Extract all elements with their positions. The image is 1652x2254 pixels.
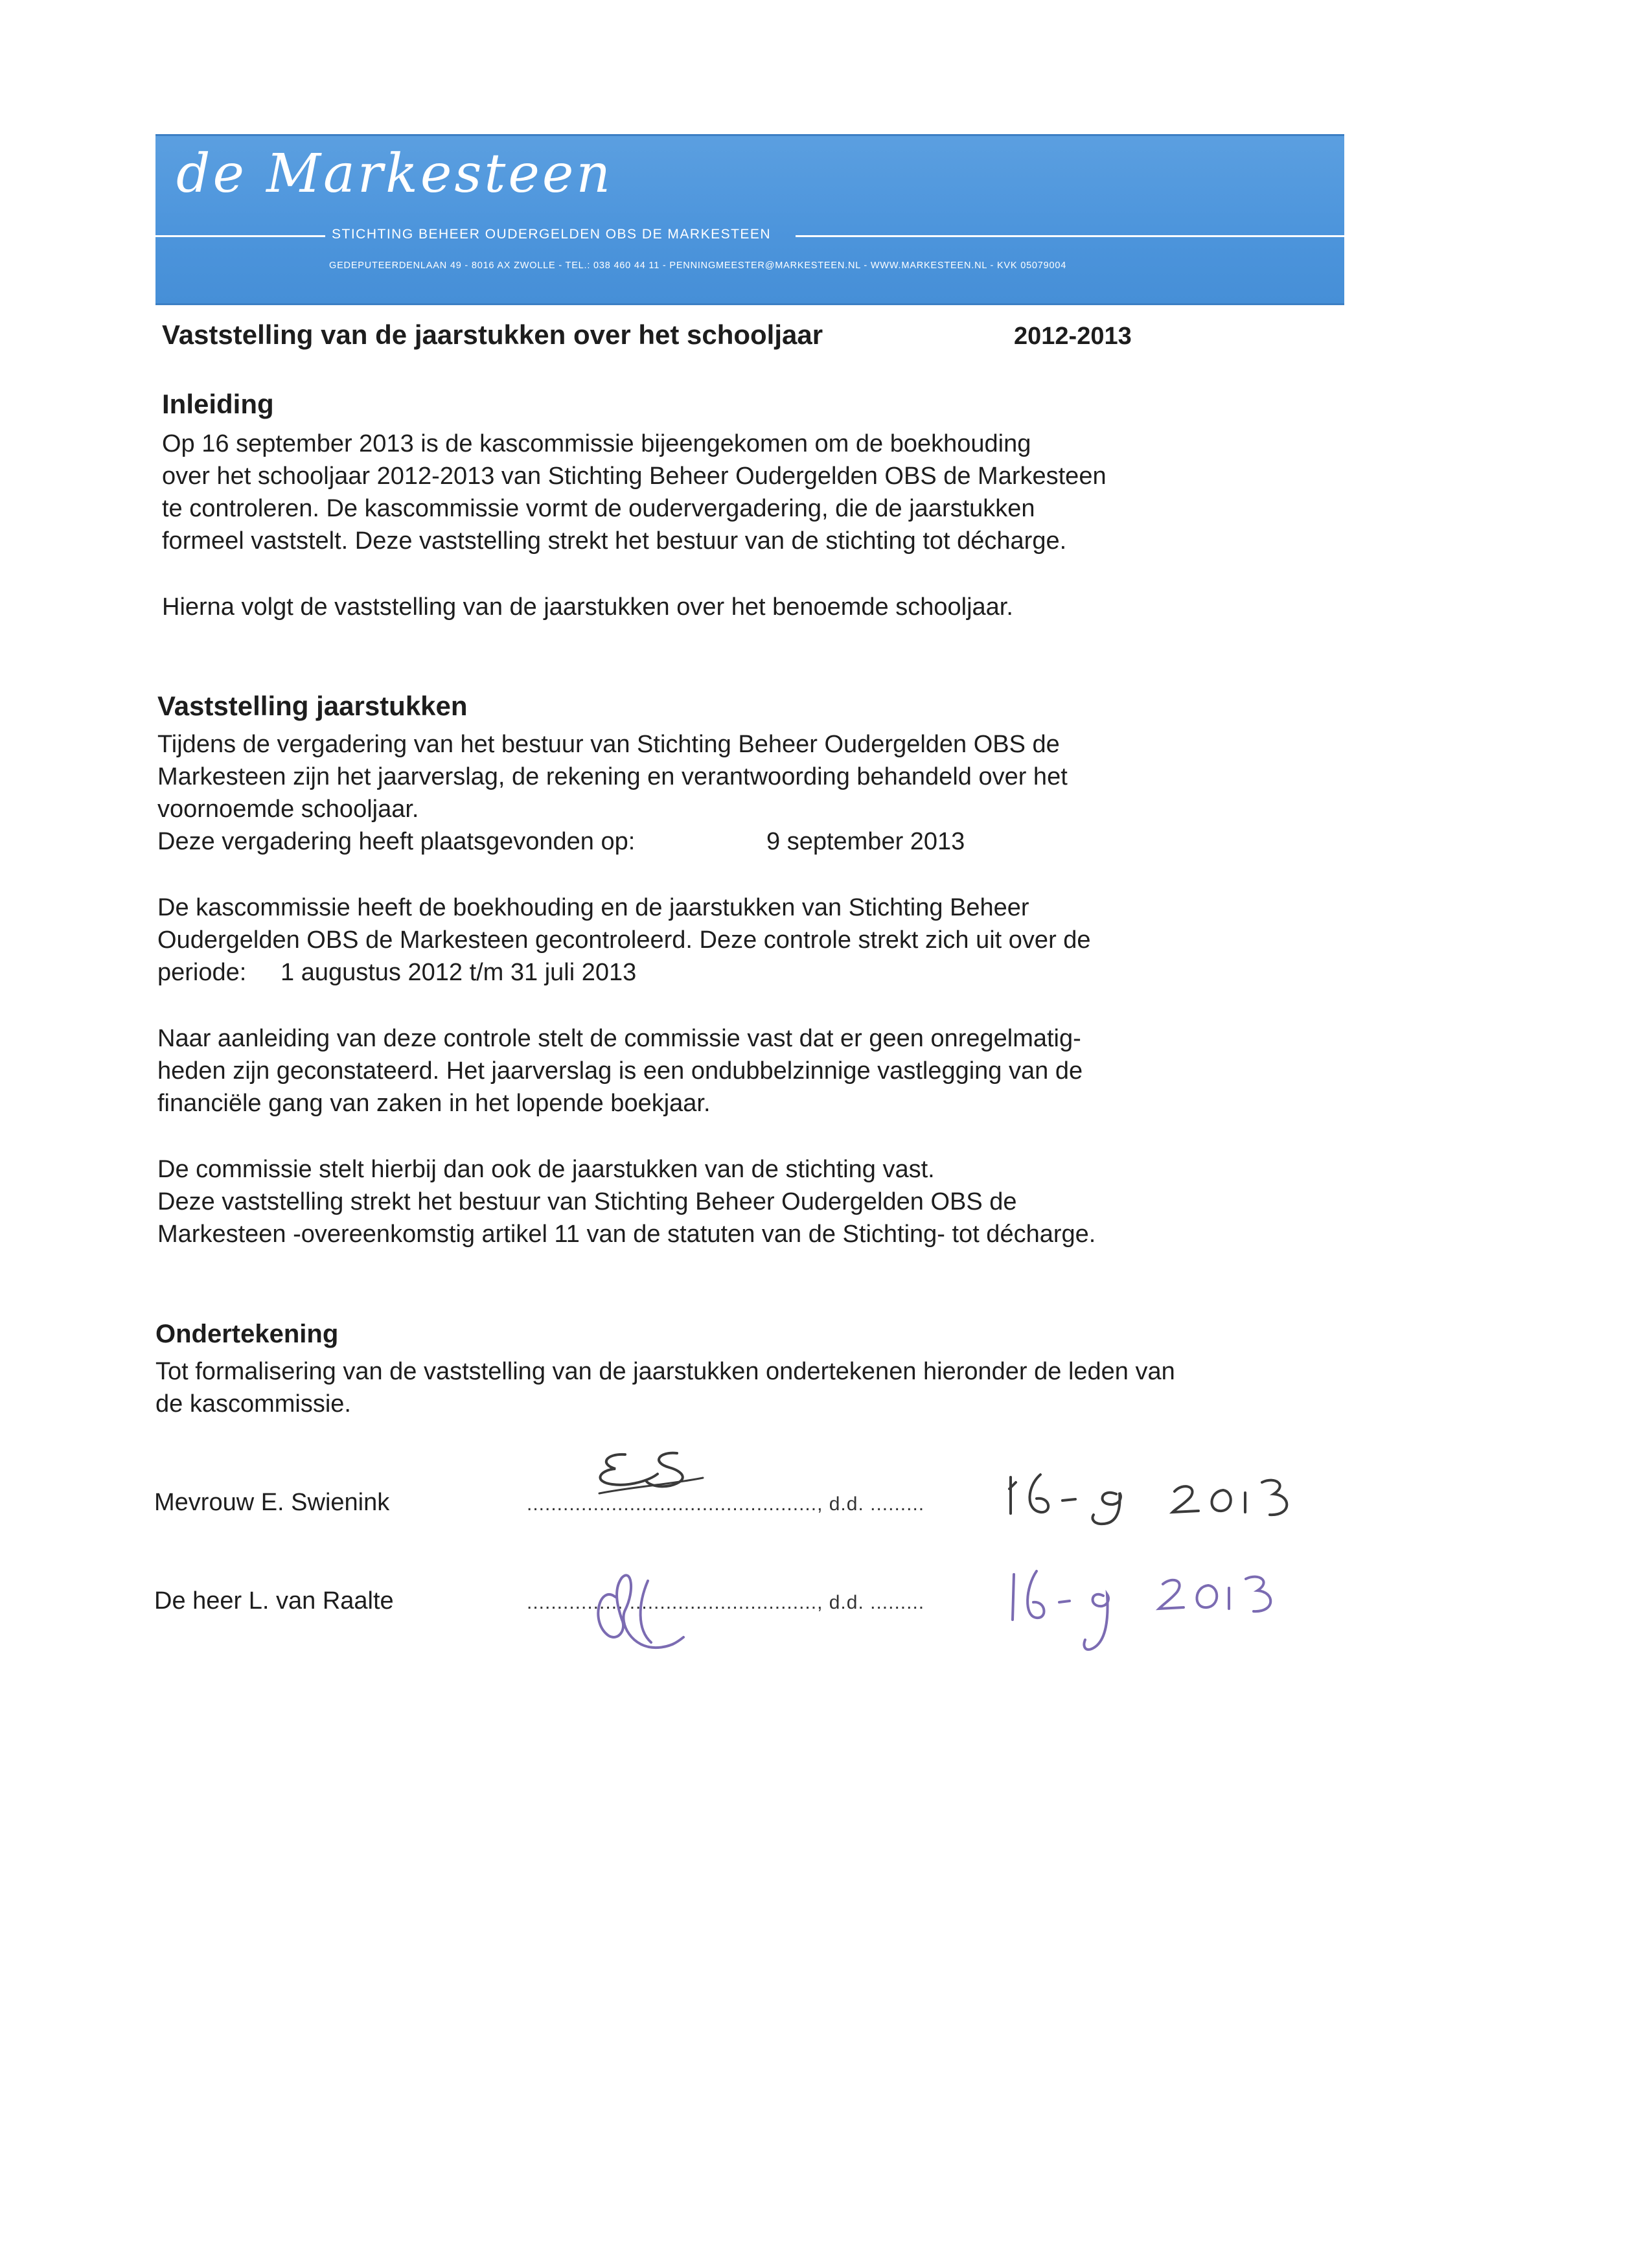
paragraph-line: Markesteen zijn het jaarverslag, de rekening en verantwoording behandeld over het: [157, 763, 1068, 790]
paragraph-line: Oudergelden OBS de Markesteen gecontroleerd. Deze controle strekt zich uit over de: [157, 926, 1091, 954]
period-label: periode:: [157, 959, 247, 986]
brand-logo: de Markesteen: [176, 143, 614, 205]
paragraph-line: heden zijn geconstateerd. Het jaarverslag is een ondubbelzinnige vastlegging van de: [157, 1057, 1083, 1085]
signer-name: De heer L. van Raalte: [154, 1587, 394, 1615]
paragraph-line: formeel vaststelt. Deze vaststelling strekt het bestuur van de stichting tot décharge.: [162, 527, 1067, 555]
meeting-date: 9 september 2013: [766, 828, 965, 855]
foundation-name: STICHTING BEHEER OUDERGELDEN OBS DE MARKESTEEN: [332, 227, 772, 242]
paragraph-line: Hierna volgt de vaststelling van de jaarstukken over het benoemde schooljaar.: [162, 593, 1013, 621]
paragraph-line: De commissie stelt hierbij dan ook de jaarstukken van de stichting vast.: [157, 1156, 935, 1183]
paragraph-line: Naar aanleiding van deze controle stelt de commissie vast dat er geen onregelmatig-: [157, 1025, 1081, 1052]
paragraph-line: Deze vaststelling strekt het bestuur van Stichting Beheer Oudergelden OBS de: [157, 1188, 1017, 1215]
handwritten-date-1: [1003, 1463, 1301, 1528]
banner-rule-left: [155, 235, 325, 237]
signature-van-raalte: [586, 1565, 716, 1662]
signature-dotted-line: ................................................, d.d. .........: [527, 1592, 925, 1613]
paragraph-line: Tot formalisering van de vaststelling van de jaarstukken ondertekenen hieronder de leden van: [155, 1358, 1175, 1385]
school-year: 2012-2013: [1014, 323, 1132, 350]
signature-swienink: [586, 1442, 716, 1503]
banner-rule-right: [796, 235, 1344, 237]
paragraph-line: financiële gang van zaken in het lopende boekjaar.: [157, 1090, 711, 1117]
section-title-ondertekening: Ondertekening: [155, 1320, 339, 1348]
paragraph-line: Tijdens de vergadering van het bestuur van Stichting Beheer Oudergelden OBS de: [157, 731, 1060, 758]
section-title-inleiding: Inleiding: [162, 389, 274, 419]
paragraph-line: over het schooljaar 2012-2013 van Stichting Beheer Oudergelden OBS de Markesteen: [162, 463, 1107, 490]
signature-dotted-line: ................................................, d.d. .........: [527, 1493, 925, 1515]
paragraph-line: de kascommissie.: [155, 1390, 351, 1418]
section-title-vaststelling: Vaststelling jaarstukken: [157, 691, 468, 721]
paragraph-line: De kascommissie heeft de boekhouding en de jaarstukken van Stichting Beheer: [157, 894, 1029, 921]
document-title: Vaststelling van de jaarstukken over het schooljaar: [162, 319, 823, 350]
paragraph-line: te controleren. De kascommissie vormt de oudervergadering, die de jaarstukken: [162, 495, 1035, 522]
signer-name: Mevrouw E. Swienink: [154, 1489, 390, 1516]
paragraph-line: Op 16 september 2013 is de kascommissie bijeengekomen om de boekhouding: [162, 430, 1031, 457]
handwritten-date-2: [988, 1558, 1292, 1655]
contact-address: GEDEPUTEERDENLAAN 49 - 8016 AX ZWOLLE - TEL.: 038 460 44 11 - PENNINGMEESTER@MARKESTEEN.NL - WWW.MARKESTEEN.NL - KVK 05079004: [329, 260, 1067, 271]
period-value: 1 augustus 2012 t/m 31 juli 2013: [281, 959, 637, 986]
meeting-label: Deze vergadering heeft plaatsgevonden op:: [157, 828, 636, 855]
paragraph-line: Markesteen -overeenkomstig artikel 11 van de statuten van de Stichting- tot décharge.: [157, 1221, 1096, 1248]
paragraph-line: voornoemde schooljaar.: [157, 796, 419, 823]
